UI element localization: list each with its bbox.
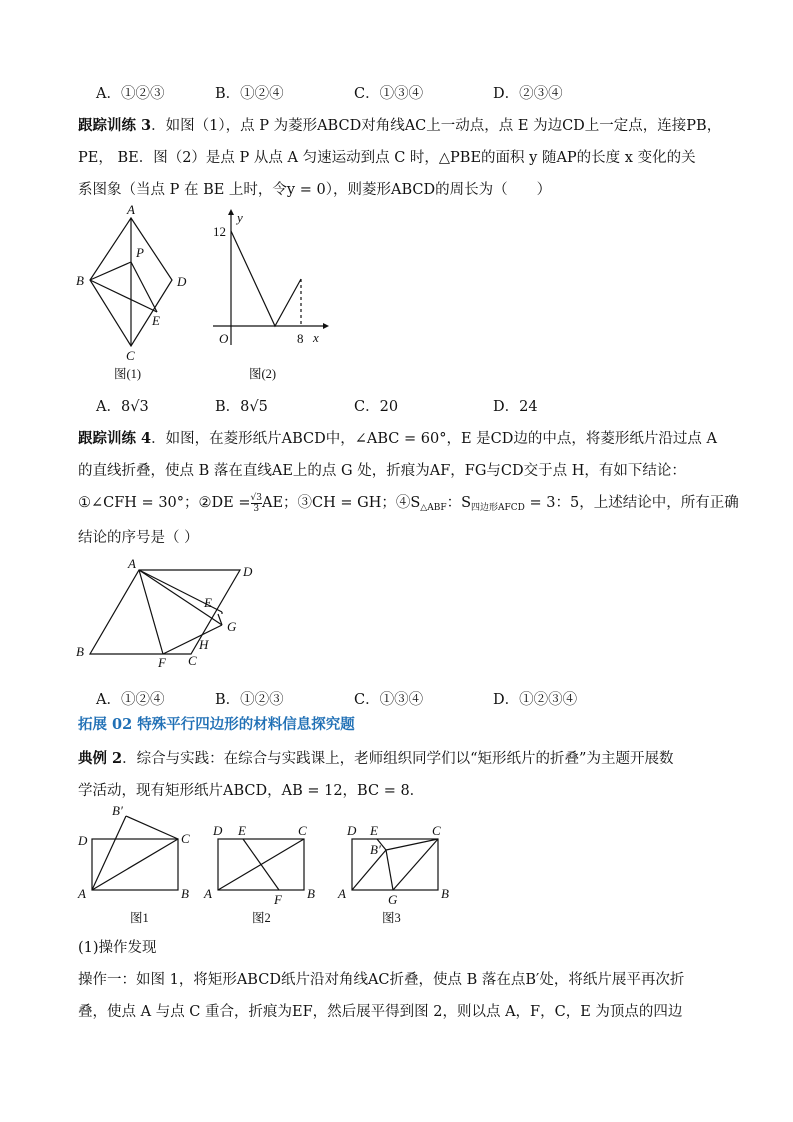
label-c: C [181,831,190,846]
label-f: F [274,892,282,907]
label-a: A [78,886,86,901]
fraction: $\frac{√3}{3}$ [250,492,262,514]
option-d: D．24 [493,399,538,415]
option-a: A．①②④ [96,692,165,708]
label-p: P [136,245,144,260]
figure-caption: 图(1) [114,367,142,381]
label-b-prime: B′ [112,803,123,818]
figure-caption: 图(2) [249,367,277,381]
label-b: B [76,273,84,288]
label-d: D [177,274,187,289]
q4-line-3: ①∠CFH = 30°；②DE = $\frac{√3}{3}$ AE；③CH = GH；$④S_{\triangle ABF}$：$S_{四边形AFCD} = 3$：5，上述结论中，所有正确 [78,492,739,514]
label-h: H [199,637,209,652]
option-d: D．①②③④ [493,692,578,708]
label-a: A [204,886,212,901]
figure-caption: 图3 [382,911,401,925]
q3-figure-2 [205,205,335,385]
label-a: A [338,886,346,901]
q3-line-2: PE， BE．图（2）是点 P 从点 A 匀速运动到点 C 时，△PBE的面积 y 随AP的长度 x 变化的关 [78,150,696,166]
ex2-sub-heading: (1)操作发现 [78,940,157,956]
figure-caption: 图1 [130,911,149,925]
q4-line-4: 结论的序号是（ ） [78,530,199,546]
q4-figure [70,555,270,680]
option-c: C．①③④ [354,86,424,102]
label-c: C [126,348,135,363]
axis-y-label: y [237,210,243,225]
label-d: D [243,564,253,579]
label-e: E [370,823,378,838]
origin-label: O [219,331,229,346]
option-b: B．8√5 [215,399,268,415]
label-d: D [347,823,357,838]
option-c: C．①③④ [354,692,424,708]
q3-figure-1 [70,200,200,390]
label-e: E [204,595,212,610]
label-e: E [238,823,246,838]
option-b: B．①②③ [215,692,284,708]
label-b: B [441,886,449,901]
option-a: A．8√3 [96,399,149,415]
q3-line-1: 跟踪训练 3．如图（1），点 P 为菱形ABCD对角线AC上一动点，点 E 为边CD上一定点，连接PB， [78,117,722,134]
ex2-paragraph-1: 操作一：如图 1，将矩形ABCD纸片沿对角线AC折叠，使点 B 落在点B′处，将纸片展平再次折 [78,972,685,988]
ex2-line-1: 典例 2．综合与实践：在综合与实践课上，老师组织同学们以“矩形纸片的折叠”为主题开展数 [78,750,674,767]
axis-x-label: x [313,330,319,345]
ex2-line-2: 学活动，现有矩形纸片ABCD，AB = 12，BC = 8． [78,783,425,799]
label-a: A [127,202,135,217]
option-b: B．①②④ [215,86,284,102]
tick-12: 12 [213,224,226,239]
label-c: C [188,653,197,668]
ex2-figure-2 [200,802,330,927]
label-b-prime: B′ [370,842,381,857]
label-c: C [432,823,441,838]
option-a: A．①②③ [96,86,165,102]
label-f: F [158,655,166,670]
label-a: A [128,556,136,571]
option-d: D．②③④ [493,86,563,102]
label-b: B [181,886,189,901]
option-c: C．20 [354,399,399,415]
ex2-figure-1 [74,802,204,927]
section-heading: 拓展 02 特殊平行四边形的材料信息探究题 [78,716,355,733]
label-g: G [388,892,398,907]
label-b: B [76,644,84,659]
label-c: C [298,823,307,838]
q4-line-2: 的直线折叠，使点 B 落在直线AE上的点 G 处，折痕为AF，FG与CD交于点 H，有如下结论： [78,463,686,479]
tick-8: 8 [297,331,304,346]
label-d: D [78,833,88,848]
ex2-paragraph-2: 叠，使点 A 与点 C 重合，折痕为EF，然后展平得到图 2，则以点 A，F，C，E 为顶点的四边 [78,1004,683,1020]
label-d: D [213,823,223,838]
ex2-figure-3 [334,802,464,927]
label-b: B [307,886,315,901]
figure-caption: 图2 [252,911,271,925]
label-g: G [227,619,237,634]
label-e: E [152,313,160,328]
q4-line-1: 跟踪训练 4．如图，在菱形纸片ABCD中，∠ABC = 60°，E 是CD边的中点，将菱形纸片沿过点 A [78,430,717,447]
q3-line-3: 系图象（当点 P 在 BE 上时，令y = 0），则菱形ABCD的周长为（ ） [78,182,552,198]
